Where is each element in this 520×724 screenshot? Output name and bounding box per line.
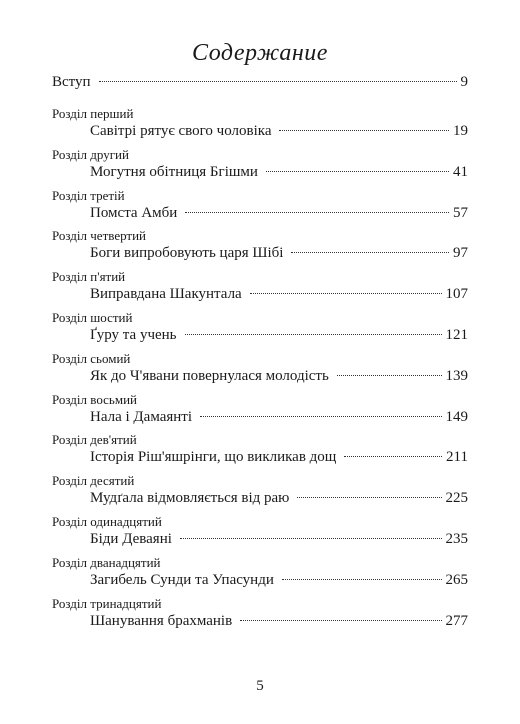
toc-entry [90, 572, 468, 589]
toc-entry [90, 286, 468, 303]
chapter-label-text: Розділ шостий [52, 310, 133, 325]
chapter-label [52, 147, 468, 163]
story-page: 211 [446, 449, 468, 466]
dot-leader [99, 80, 457, 82]
story-title: Шанування брахманів [90, 612, 233, 629]
story-title: Помста Амби [90, 204, 178, 221]
story-page: 149 [445, 408, 468, 425]
story-page: 265 [445, 571, 468, 588]
toc-entry [90, 164, 468, 181]
chapter-label [52, 351, 468, 367]
story-title: Нала і Дамаянті [90, 408, 193, 425]
toc-entry [90, 123, 468, 140]
toc-entry [90, 409, 468, 426]
story-page: 235 [445, 531, 468, 547]
story-page: 97 [453, 245, 468, 262]
story-page: 41 [453, 163, 468, 180]
chapter-label [52, 514, 468, 530]
dot-leader [279, 129, 449, 131]
story-title: Могутня обітниця Бгішми [90, 163, 258, 180]
chapter-label-text: Розділ дев'ятий [52, 432, 137, 448]
story-page: 19 [453, 123, 468, 139]
dot-leader [337, 374, 442, 376]
chapter-label-text: Розділ десятий [52, 473, 135, 489]
story-title: Історія Ріш'яшрінги, що викликав дощ [90, 449, 337, 466]
chapter-label [52, 555, 468, 571]
toc-entry [90, 490, 468, 507]
chapter-label-text: Розділ сьомий [52, 350, 131, 366]
chapter-label [52, 596, 468, 612]
story-title: Загибель Сунди та Упасунди [90, 571, 274, 588]
story-title: Мудґала відмовляється від раю [90, 490, 290, 507]
toc-entry-intro [52, 74, 468, 91]
story-title: Ґуру та учень [90, 327, 177, 343]
dot-leader [250, 292, 442, 294]
chapter-label-text: Розділ тринадцятий [52, 595, 162, 611]
story-title: Савітрі рятує свого чоловіка [90, 123, 272, 139]
chapter-label-text: Розділ третій [52, 187, 125, 203]
chapter-label-text: Розділ другий [52, 146, 129, 162]
dot-leader [266, 170, 449, 172]
page-number: 5 [256, 678, 264, 694]
dot-leader [185, 211, 449, 213]
chapter-label-text: Розділ п'ятий [52, 269, 126, 285]
story-title: Біди Деваяні [90, 531, 172, 547]
dot-leader [200, 415, 441, 417]
story-title: Виправдана Шакунтала [90, 286, 242, 303]
story-page: 139 [445, 367, 468, 384]
dot-leader [185, 333, 442, 335]
chapter-label-text: Розділ дванадцятий [52, 554, 161, 570]
story-page: 57 [453, 204, 468, 221]
dot-leader [291, 251, 449, 253]
story-page: 277 [445, 612, 468, 629]
chapter-label [52, 432, 468, 448]
chapter-label-text: Розділ восьмий [52, 391, 137, 407]
chapter-label [52, 269, 468, 285]
toc-entry [90, 327, 468, 344]
story-title: Боги випробовують царя Шібі [90, 245, 284, 262]
chapter-label [52, 228, 468, 244]
toc-entry [90, 245, 468, 262]
story-page: 121 [445, 327, 468, 343]
toc-entry [90, 205, 468, 222]
chapter-label [52, 106, 468, 122]
dot-leader [282, 578, 442, 580]
toc-entry [90, 368, 468, 385]
chapter-label-text: Розділ перший [52, 106, 134, 121]
chapter-label [52, 310, 468, 326]
chapter-label [52, 473, 468, 489]
dot-leader [344, 455, 442, 457]
story-title: Як до Ч'явани повернулася молодість [90, 367, 329, 384]
story-page: 107 [445, 286, 468, 303]
toc-entry [90, 449, 468, 466]
chapter-label [52, 392, 468, 408]
dot-leader [240, 619, 441, 621]
toc-intro-label: Вступ [52, 74, 91, 90]
page-title: Содержание [192, 40, 328, 66]
chapter-label-text: Розділ одинадцятий [52, 514, 162, 529]
toc-entry [90, 531, 468, 548]
dot-leader [180, 537, 442, 539]
chapter-label [52, 188, 468, 204]
chapter-label-text: Розділ четвертий [52, 228, 147, 244]
toc-intro-page: 9 [460, 74, 468, 90]
dot-leader [297, 496, 441, 498]
toc-entry [90, 613, 468, 630]
story-page: 225 [445, 490, 468, 507]
